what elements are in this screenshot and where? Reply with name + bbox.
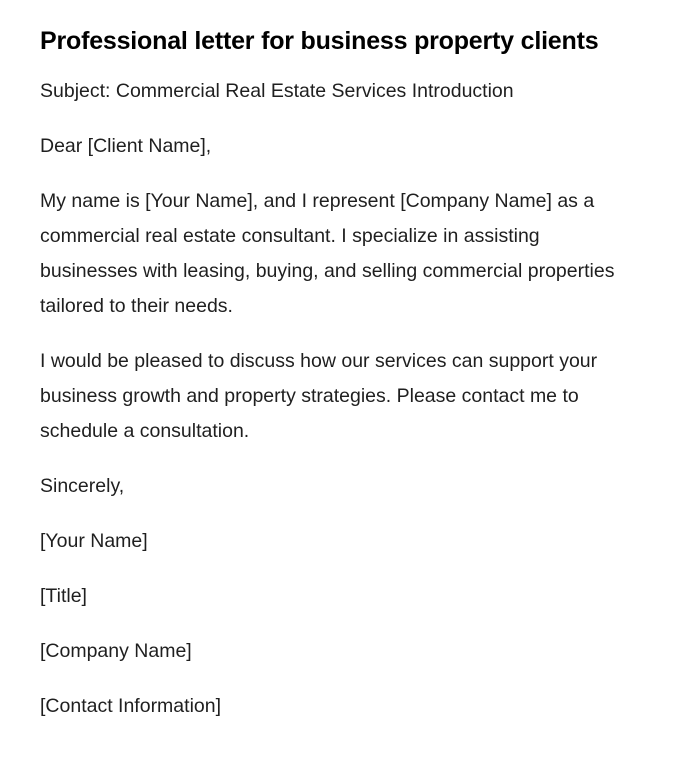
signature-company: [Company Name] bbox=[40, 640, 192, 662]
page-title: Professional letter for business property clients bbox=[40, 27, 599, 55]
letter-body-paragraph-2: I would be pleased to discuss how our services can support your business growth and property strategies. Please contact me to schedule a consultation. bbox=[40, 350, 598, 442]
letter-body-paragraph-1: My name is [Your Name], and I represent [Company Name] as a commercial real estate consultant. I specialize in assisting businesses with leasing, buying, and selling commercial properties tailored to their needs. bbox=[40, 190, 615, 317]
letter-closing: Sincerely, bbox=[40, 475, 125, 497]
signature-title: [Title] bbox=[40, 585, 87, 607]
signature-name: [Your Name] bbox=[40, 530, 148, 552]
signature-contact: [Contact Information] bbox=[40, 695, 222, 717]
letter-document bbox=[40, 22, 640, 744]
letter-greeting: Dear [Client Name], bbox=[40, 135, 212, 157]
letter-subject: Subject: Commercial Real Estate Services Introduction bbox=[40, 80, 514, 102]
